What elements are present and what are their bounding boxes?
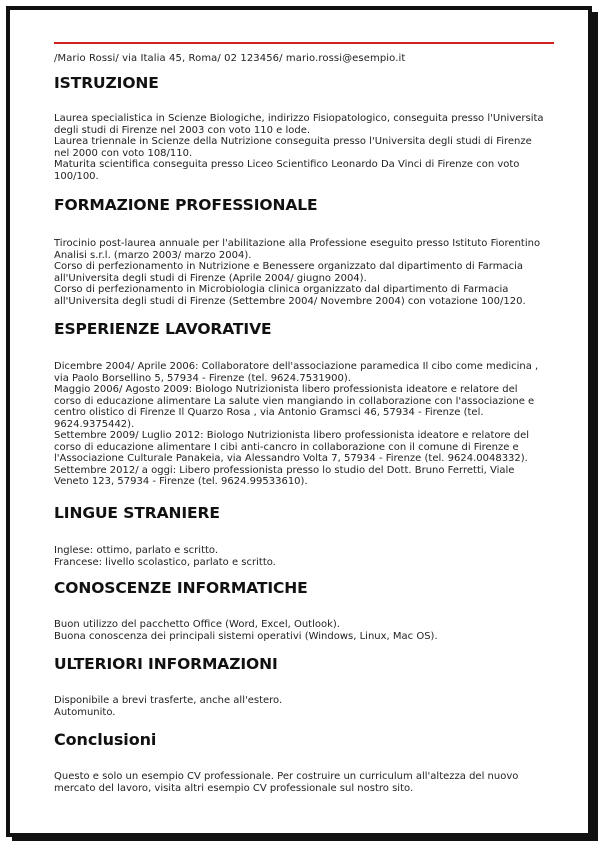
section-body-esperienze xyxy=(54,361,544,488)
body-line: Disponibile a brevi trasferte, anche all'estero. xyxy=(54,695,283,706)
section-title-formazione: FORMAZIONE PROFESSIONALE xyxy=(54,196,318,214)
section-title-conclusioni: Conclusioni xyxy=(54,730,157,749)
section-title-istruzione: ISTRUZIONE xyxy=(54,74,159,92)
body-line: Corso di perfezionamento in Nutrizione e Benessere organizzato dal dipartimento di Farmacia all'Universita degli studi di Firenze (Aprile 2004/ giugno 2004). xyxy=(54,261,523,284)
section-title-lingue: LINGUE STRANIERE xyxy=(54,504,220,522)
section-body-lingue xyxy=(54,545,544,568)
section-title-ulteriori: ULTERIORI INFORMAZIONI xyxy=(54,655,278,673)
body-line: Francese: livello scolastico, parlato e scritto. xyxy=(54,556,276,568)
body-line: Questo e solo un esempio CV professionale. Per costruire un curriculum all'altezza del nuovo mercato del lavoro, visita altri esempio CV professionale sul nostro sito. xyxy=(54,771,519,794)
section-title-esperienze: ESPERIENZE LAVORATIVE xyxy=(54,320,272,338)
body-line: Settembre 2012/ a oggi: Libero professionista presso lo studio del Dott. Bruno Ferretti, Viale Veneto 123, 57934 - Firenze (tel. 9624.99533610). xyxy=(54,464,515,487)
section-body-formazione xyxy=(54,238,544,307)
body-line: Automunito. xyxy=(54,706,116,718)
body-line: Dicembre 2004/ Aprile 2006: Collaboratore dell'associazione paramedica Il cibo come medicina , via Paolo Borsellino 5, 57934 - Firenze (tel. 9624.7531900). xyxy=(54,361,539,384)
section-title-conoscenze: CONOSCENZE INFORMATICHE xyxy=(54,579,308,597)
body-line: Inglese: ottimo, parlato e scritto. xyxy=(54,545,219,556)
body-line: Settembre 2009/ Luglio 2012: Biologo Nutrizionista libero professionista ideatore e relatore del corso di educazione alimentare I cibi anti-cancro in collaborazione con il comune di Firenze e l'Associazione Culturale Panakeia, via Alessandro Volta 7, 57934 - Firenze (tel. 9624.0048332). xyxy=(54,430,529,464)
section-body-istruzione xyxy=(54,113,544,182)
header-rule xyxy=(54,42,554,44)
body-line: Laurea triennale in Scienze della Nutrizione conseguita presso l'Universita degli studi di Firenze nel 2000 con voto 108/110. xyxy=(54,136,532,159)
body-line: Buon utilizzo del pacchetto Office (Word, Excel, Outlook). xyxy=(54,619,340,630)
section-body-conoscenze xyxy=(54,619,544,642)
body-line: Tirocinio post-laurea annuale per l'abilitazione alla Professione eseguito presso Istituto Fiorentino Analisi s.r.l. (marzo 2003/ marzo 2004). xyxy=(54,238,541,261)
cv-page xyxy=(6,6,592,837)
contact-line: /Mario Rossi/ via Italia 45, Roma/ 02 123456/ mario.rossi@esempio.it xyxy=(54,53,406,64)
body-line: Buona conoscenza dei principali sistemi operativi (Windows, Linux, Mac OS). xyxy=(54,630,438,642)
section-body-conclusioni xyxy=(54,771,544,794)
body-line: Maggio 2006/ Agosto 2009: Biologo Nutrizionista libero professionista ideatore e relatore del corso di educazione alimentare La salute vien mangiando in collaborazione con l'associazione e centro olistico di Firenze Il Quarzo Rosa , via Antonio Gramsci 46, 57934 - Firenze (tel. 9624.9375442). xyxy=(54,384,535,430)
body-line: Laurea specialistica in Scienze Biologiche, indirizzo Fisiopatologico, conseguita presso l'Universita degli studi di Firenze nel 2003 con voto 110 e lode. xyxy=(54,113,544,136)
body-line: Corso di perfezionamento in Microbiologia clinica organizzato dal dipartimento di Farmacia all'Universita degli studi di Firenze (Settembre 2004/ Novembre 2004) con votazione 100/120. xyxy=(54,284,526,307)
body-line: Maturita scientifica conseguita presso Liceo Scientifico Leonardo Da Vinci di Firenze con voto 100/100. xyxy=(54,159,520,182)
section-body-ulteriori xyxy=(54,695,544,718)
